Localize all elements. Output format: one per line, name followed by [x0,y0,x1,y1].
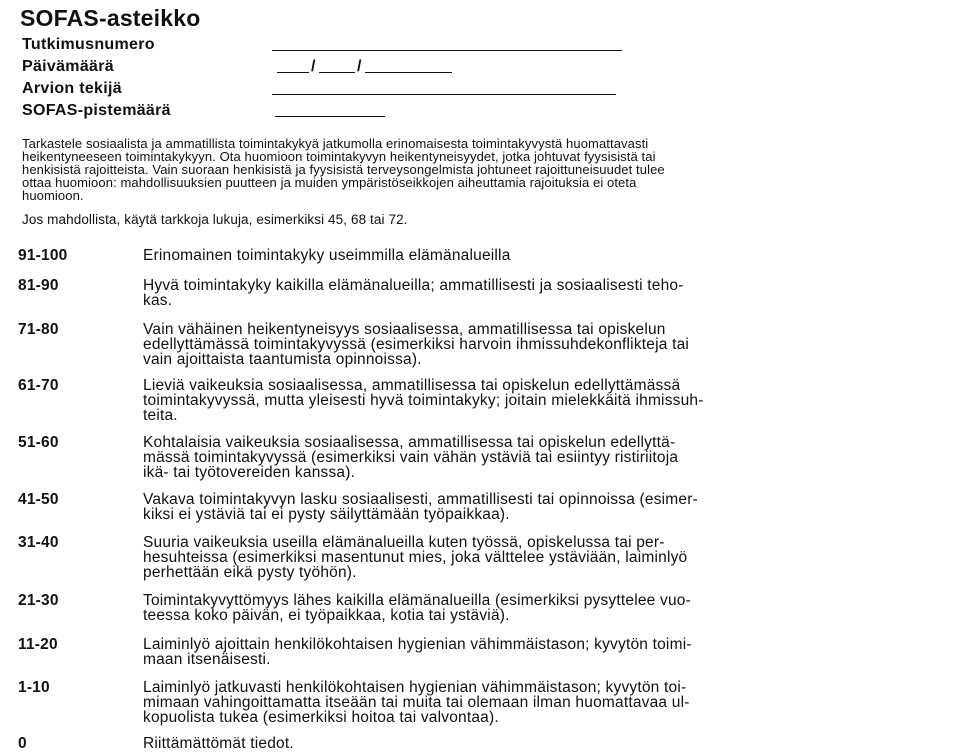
description-line: Lieviä vaikeuksia sosiaalisessa, ammatillisessa tai opiskelun edellyttämässä [143,377,681,394]
score-range: 81-90 [18,277,59,294]
score-range: 51-60 [18,434,59,451]
description-line: Toimintakyvyttömyys lähes kaikilla elämänalueilla (esimerkiksi pysyttelee vuo- [143,592,691,609]
description-line: vain ajoittaista taantumista opinnoissa). [143,351,422,368]
description-line: Vain vähäinen heikentyneisyys sosiaalisessa, ammatillisessa tai opiskelun [143,321,666,338]
description-line: Laiminlyö ajoittain henkilökohtaisen hygienian vähimmäistason; kyvytön toimi- [143,636,692,653]
score-description [143,593,943,623]
input-line-tutkimusnumero[interactable] [272,50,622,51]
description-line: hesuhteissa (esimerkiksi masentunut mies, joka välttelee ystäviään, laiminlyö [143,549,688,566]
description-line: mimaan vahingoittamatta itseään tai muita tai olemaan ilman huomattavaa ul- [143,694,690,711]
score-description [143,535,943,580]
instruction-line: henkisistä rajoitteista. Vain suoraan henkisistä ja fyysisistä terveysongelmista johtuneet rajoittuneisuudet tulee [22,162,665,177]
instruction-line: ottaa huomioon: mahdollisuuksien puutteen ja muiden ympäristöseikkojen aiheuttamia rajoituksia ei oteta [22,175,637,190]
instruction-line: huomioon. [22,188,84,203]
description-line: ikä- tai työtovereiden kanssa). [143,464,356,481]
score-description [143,278,943,308]
description-line: mässä toimintakyvyssä (esimerkiksi vain vähän ystäviä tai esiintyy ristiriitoja [143,449,679,466]
description-line: Suuria vaikeuksia useilla elämänalueilla kuten työssä, opiskelussa tai per- [143,534,665,551]
date-separator: / [311,58,316,75]
description-line: perhettään eikä pysty työhön). [143,564,357,581]
score-range: 11-20 [18,636,58,653]
description-line: Hyvä toimintakyky kaikilla elämänalueilla; ammatillisesti ja sosiaalisesti teho- [143,277,684,294]
field-label: Tutkimusnumero [22,36,155,53]
score-description [143,492,943,522]
field-label: SOFAS-pistemäärä [22,102,171,119]
description-line: kiksi ei ystäviä tai ei pysty säilyttämään työpaikkaa). [143,506,510,523]
description-line: edellyttämässä toimintakyvyssä (esimerkiksi harvoin ihmissuhdekonflikteja tai [143,336,690,353]
input-line-month[interactable] [319,72,355,73]
score-range: 1-10 [18,679,50,696]
description-line: kas. [143,292,173,309]
description-line: Riittämättömät tiedot. [143,735,294,752]
field-sofas-pistemaara [22,100,171,122]
score-description [143,248,943,263]
score-range: 91-100 [18,247,68,264]
instructions [22,136,952,227]
input-line-sofas-pistemaara[interactable] [275,116,385,117]
description-line: Laiminlyö jatkuvasti henkilökohtaisen hygienian vähimmäistason; kyvytön toi- [143,679,687,696]
description-line: toimintakyvyssä, mutta yleisesti hyvä toimintakyky; joitain mielekkäitä ihmissuh- [143,392,704,409]
input-line-day[interactable] [277,72,309,73]
description-line: teita. [143,407,178,424]
page-title: SOFAS-asteikko [20,5,201,31]
field-paivamaara [22,56,362,78]
date-separator: / [357,58,362,75]
description-line: teessa koko päivän, ei työpaikkaa, kotia tai ystäviä). [143,607,510,624]
score-description [143,322,943,367]
field-arvion-tekija [22,78,122,100]
description-line: Erinomainen toimintakyky useimmilla elämänalueilla [143,247,511,264]
field-label: Arvion tekijä [22,80,122,97]
input-line-arvion-tekija[interactable] [272,94,616,95]
field-tutkimusnumero [22,34,155,56]
instruction-note: Jos mahdollista, käytä tarkkoja lukuja, esimerkiksi 45, 68 tai 72. [22,212,408,227]
score-description [143,435,943,480]
input-line-year[interactable] [365,72,452,73]
score-description [143,637,943,667]
field-label: Päivämäärä [22,58,114,75]
score-range: 0 [18,735,27,752]
description-line: kopuolista tukea (esimerkiksi hoitoa tai valvontaa). [143,709,499,726]
score-description [143,378,943,423]
instruction-line: Tarkastele sosiaalista ja ammatillista toimintakykyä jatkumolla erinomaisesta toimintakyvystä huomattavasti [22,136,649,151]
description-line: Kohtalaisia vaikeuksia sosiaalisessa, ammatillisessa tai opiskelun edellyttä- [143,434,676,451]
score-range: 71-80 [18,321,59,338]
instruction-line: heikentyneeseen toimintakykyyn. Ota huomioon toimintakyvyn heikentyneisyydet, jotka johtuvat fyysisistä tai [22,149,656,164]
score-description [143,680,943,725]
score-range: 41-50 [18,491,59,508]
score-description [143,736,943,751]
score-range: 31-40 [18,534,59,551]
score-range: 21-30 [18,592,59,609]
score-range: 61-70 [18,377,59,394]
description-line: Vakava toimintakyvyn lasku sosiaalisesti, ammatillisesti tai opinnoissa (esimer- [143,491,698,508]
description-line: maan itsenäisesti. [143,651,271,668]
